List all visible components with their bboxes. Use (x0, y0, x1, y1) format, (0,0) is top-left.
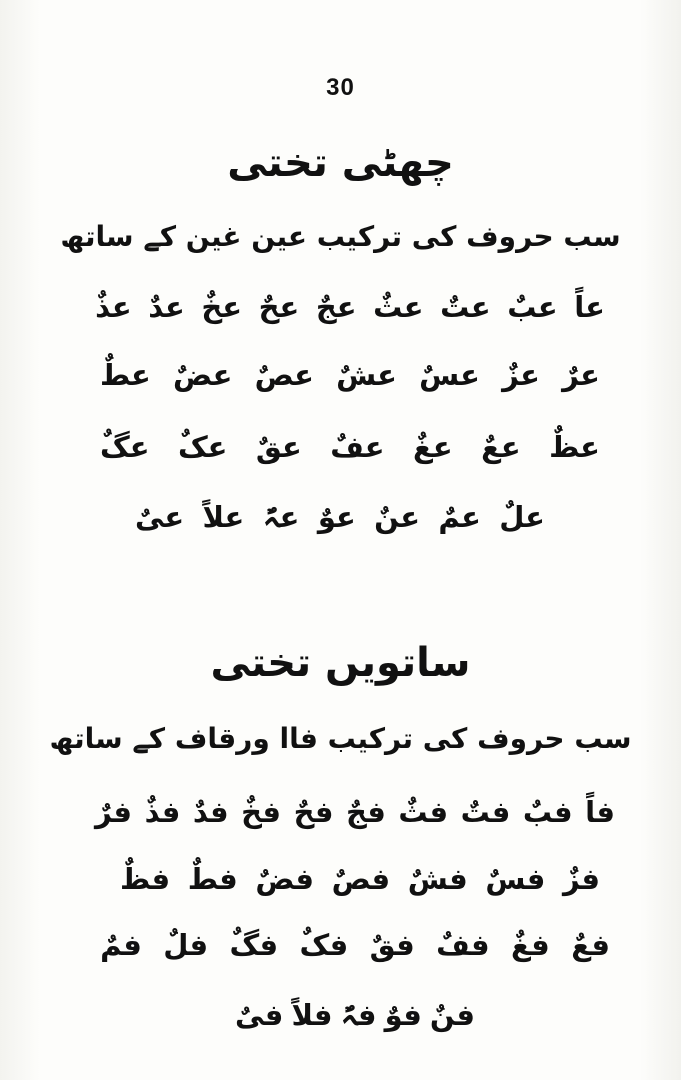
letter-combination: عکٌ (177, 430, 228, 464)
section-2-row-1 (95, 795, 615, 829)
letter-combination: فشٌ (407, 862, 468, 896)
letter-combination: عزٌ (502, 358, 540, 392)
letter-combination: عاً (574, 290, 605, 324)
letter-combination: فزٌ (562, 862, 600, 896)
letter-combination: عبٌ (507, 290, 558, 324)
page-number: 30 (326, 74, 355, 101)
letter-combination: فلاً (291, 998, 333, 1032)
letter-combination: فرٌ (95, 795, 133, 829)
letter-combination: فغٌ (511, 928, 550, 962)
letter-combination: عگٌ (100, 430, 150, 464)
letter-combination: فحٌ (293, 795, 334, 829)
letter-combination: فصٌ (331, 862, 391, 896)
letter-combination: فذٌ (144, 795, 181, 829)
letter-combination: عطٌ (100, 358, 151, 392)
letter-combination: عشٌ (336, 358, 397, 392)
letter-combination: عضٌ (173, 358, 233, 392)
letter-combination: فبٌ (522, 795, 573, 829)
letter-combination: فیٌ (235, 998, 284, 1032)
letter-combination: عجٌ (315, 290, 357, 324)
letter-combination: فاً (585, 795, 615, 829)
letter-combination: فجٌ (345, 795, 386, 829)
letter-combination: علاً (202, 500, 245, 534)
letter-combination: فسٌ (485, 862, 546, 896)
letter-combination: فضٌ (255, 862, 314, 896)
letter-combination: فدٌ (192, 795, 229, 829)
letter-combination: ععٌ (481, 430, 521, 464)
letter-combination: فمٌ (100, 928, 142, 962)
section-2-title: ساتویں تختی (210, 640, 471, 686)
letter-combination: عمٌ (438, 500, 481, 534)
letter-combination: عظٌ (549, 430, 600, 464)
letter-combination: عذٌ (95, 290, 132, 324)
letter-combination: ففٌ (436, 928, 490, 962)
letter-combination: عقٌ (255, 430, 302, 464)
letter-combination: فثٌ (398, 795, 449, 829)
letter-combination: عیٌ (135, 500, 185, 534)
letter-combination: عحٌ (258, 290, 300, 324)
letter-combination: فظٌ (120, 862, 171, 896)
letter-combination: عرٌ (562, 358, 600, 392)
letter-combination: عسٌ (419, 358, 480, 392)
letter-combination: علٌ (499, 500, 545, 534)
letter-combination: فعٌ (571, 928, 610, 962)
letter-combination: عتٌ (440, 290, 491, 324)
section-2-row-4 (235, 998, 475, 1032)
letter-combination: فخٌ (241, 795, 282, 829)
section-2-subtitle: سب حروف کی ترکیب فاا ورقاف کے ساتھ (49, 722, 632, 755)
section-1-row-1 (95, 290, 605, 324)
section-1-title: چھٹی تختی (227, 140, 454, 186)
letter-combination: فتٌ (460, 795, 511, 829)
letter-combination: عصٌ (254, 358, 314, 392)
letter-combination: عدٌ (148, 290, 185, 324)
letter-combination: فلٌ (163, 928, 209, 962)
section-2-row-3 (100, 928, 610, 962)
section-1-subtitle: سب حروف کی ترکیب عین غین کے ساتھ (60, 220, 621, 253)
section-2-row-2 (120, 862, 600, 896)
letter-combination: عنٌ (374, 500, 421, 534)
section-1-row-4 (135, 500, 545, 534)
letter-combination: فوٌ (384, 998, 422, 1032)
letter-combination: فنٌ (429, 998, 475, 1032)
letter-combination: عغٌ (413, 430, 453, 464)
letter-combination: عفٌ (330, 430, 385, 464)
letter-combination: فطٌ (187, 862, 238, 896)
letter-combination: عوٌ (317, 500, 356, 534)
letter-combination: فقٌ (369, 928, 415, 962)
letter-combination: فگٌ (229, 928, 279, 962)
section-1-row-2 (100, 358, 600, 392)
letter-combination: عہٌ (262, 500, 300, 534)
letter-combination: عخٌ (201, 290, 243, 324)
section-1-row-3 (100, 430, 600, 464)
letter-combination: فہٌ (340, 998, 377, 1032)
letter-combination: عثٌ (373, 290, 424, 324)
letter-combination: فکٌ (299, 928, 349, 962)
